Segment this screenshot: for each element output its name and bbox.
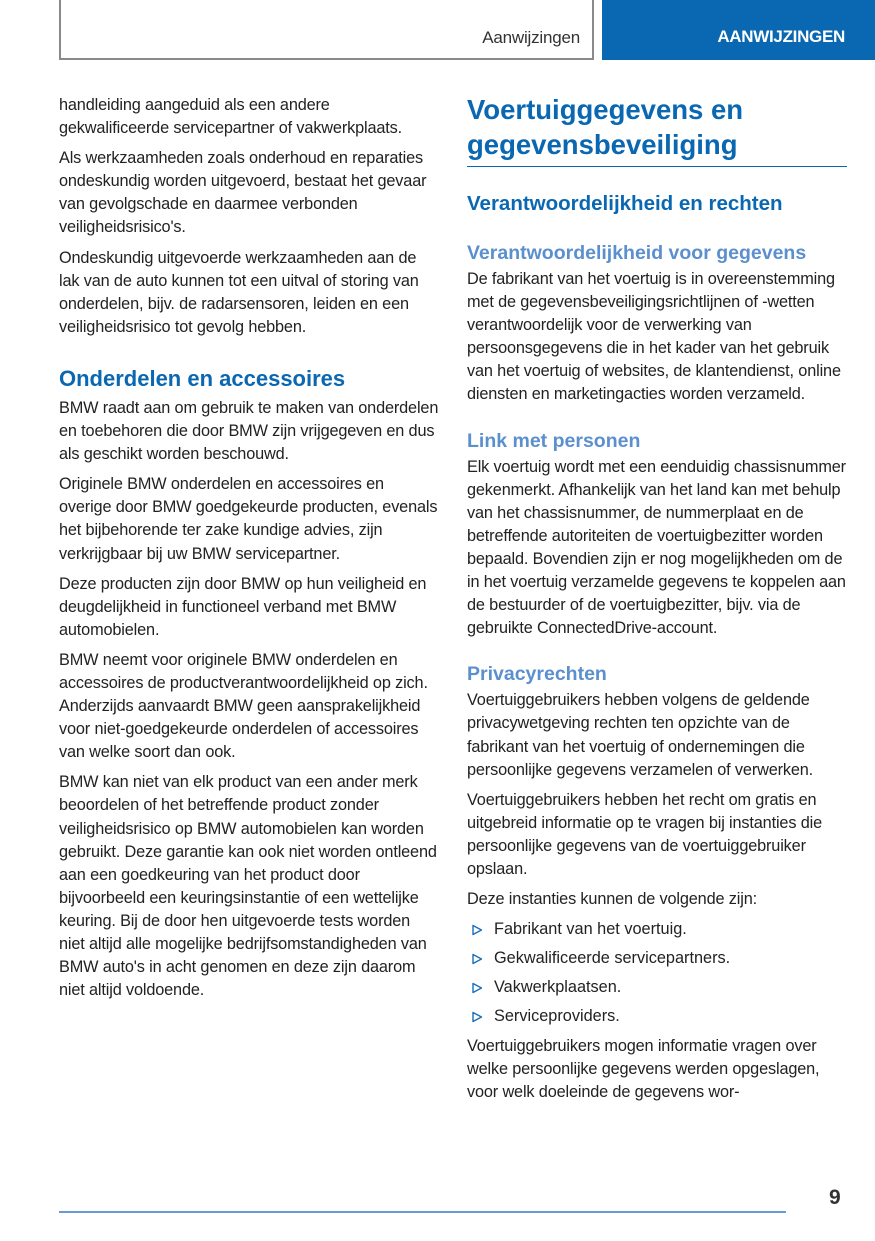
paragraph: Ondeskundig uitgevoerde werkzaamheden aan de lak van de auto kunnen tot een uitval of storing van onderdelen, bijv. de radarsensoren, leiden en een veiligheidsrisico tot gevolg hebben.	[59, 248, 419, 336]
section-subtitle: Verantwoordelijkheid en rechten	[467, 192, 783, 215]
triangle-bullet-icon	[471, 953, 483, 965]
header-section-box	[59, 0, 594, 60]
paragraph: Voertuiggebruikers hebben volgens de geldende privacywetgeving rechten ten opzichte van de fabrikant van het voertuig of ondernemingen die persoonlijke gegevens verzamelen of verwerken.	[467, 691, 814, 779]
list-item	[467, 918, 847, 941]
list-item	[467, 1005, 847, 1028]
paragraph: BMW raadt aan om gebruik te maken van onderdelen en toebehoren die door BMW zijn vrijgegeven en dus als geschikt worden beschouwd.	[59, 398, 439, 464]
list-item-text: Serviceproviders.	[494, 1007, 620, 1026]
paragraph: BMW neemt voor originele BMW onderdelen en accessoires de productverantwoordelijkheid op zich. Anderzijds aanvaardt BMW geen aansprakelijkheid voor niet-goedgekeurde onderdelen of accessoires van welke soort dan ook.	[59, 650, 428, 762]
paragraph: Voertuiggebruikers mogen informatie vragen over welke persoonlijke gegevens werden opgeslagen, voor welk doeleinde de gegevens wor-	[467, 1036, 820, 1101]
header-chapter-tab-label: AANWIJZINGEN	[717, 27, 845, 46]
list-item-text: Fabrikant van het voertuig.	[494, 920, 687, 939]
subsection-heading-data-responsibility: Verantwoordelijkheid voor gegevens	[467, 242, 807, 264]
list-item-text: Vakwerkplaatsen.	[494, 978, 622, 997]
left-column	[59, 94, 439, 1009]
paragraph: Elk voertuig wordt met een eenduidig chassisnummer gekenmerkt. Afhankelijk van het land kan met behulp van het chassisnummer, de nummerplaat en de betreffende autoriteiten de voertuigbezitter worden bepaald. Bovendien zijn er nog mogelijkheden om de in het voertuig verzamelde gegevens te koppelen aan de bestuurder of de voertuigbezitter, bijv. via de gebruikte ConnectedDrive-account.	[467, 457, 846, 638]
instances-list	[467, 918, 847, 1028]
subsection-heading-privacy-rights: Privacyrechten	[467, 663, 607, 686]
paragraph: Als werkzaamheden zoals onderhoud en reparaties ondeskundig worden uitgevoerd, bestaat het gevaar van gevolgschade en daarmee verbonden veiligheidsrisico's.	[59, 149, 427, 237]
list-item-text: Gekwalificeerde servicepartners.	[494, 949, 731, 968]
paragraph: Deze instanties kunnen de volgende zijn:	[467, 890, 757, 909]
paragraph: Voertuiggebruikers hebben het recht om gratis en uitgebreid informatie op te vragen bij instanties die persoonlijke gegevens van de voertuiggebruiker opslaan.	[467, 790, 822, 878]
paragraph: handleiding aangeduid als een andere gekwalificeerde servicepartner of vakwerkplaats.	[59, 96, 403, 138]
paragraph: BMW kan niet van elk product van een ander merk beoordelen of het betreffende product zonder veiligheidsrisico op BMW automobielen kan worden gebruikt. Deze garantie kan ook niet worden ontleend aan een goedkeuring van het product door bijvoorbeeld een keuringsinstantie of een wettelijke keuring. Bij de door hen uitgevoerde tests worden niet altijd alle mogelijke bedrijfsomstandigheden van BMW auto's in acht genomen en deze zijn daarom niet altijd voldoende.	[59, 773, 437, 1000]
paragraph: De fabrikant van het voertuig is in overeenstemming met de gegevensbeveiligingsrichtlijnen of -wetten verantwoordelijk voor de verwerking van persoonsgegevens die in het kader van het gebruik van het voertuig of websites, de klantendienst, online diensten en marketingacties worden verzameld.	[467, 270, 841, 404]
paragraph: Originele BMW onderdelen en accessoires en overige door BMW goedgekeurde producten, evenals het bijbehorende ter zake kundige advies, zijn verkrijgbaar bij uw BMW servicepartner.	[59, 475, 438, 563]
triangle-bullet-icon	[471, 924, 483, 936]
triangle-bullet-icon	[471, 1011, 483, 1023]
footer-divider	[59, 1211, 786, 1213]
right-column	[467, 92, 847, 1111]
header-chapter-tab	[602, 0, 875, 60]
page-number: 9	[829, 1186, 841, 1209]
triangle-bullet-icon	[471, 982, 483, 994]
page-title: Voertuiggegevens en gegevensbeveiliging	[467, 92, 847, 167]
list-item	[467, 947, 847, 970]
subsection-heading-link-persons: Link met personen	[467, 429, 641, 452]
header-section-label: Aanwijzingen	[482, 28, 580, 47]
paragraph: Deze producten zijn door BMW op hun veiligheid en deugdelijkheid in functioneel verband met BMW automobielen.	[59, 574, 427, 639]
list-item	[467, 976, 847, 999]
section-heading-parts-accessories: Onderdelen en accessoires	[59, 365, 346, 391]
